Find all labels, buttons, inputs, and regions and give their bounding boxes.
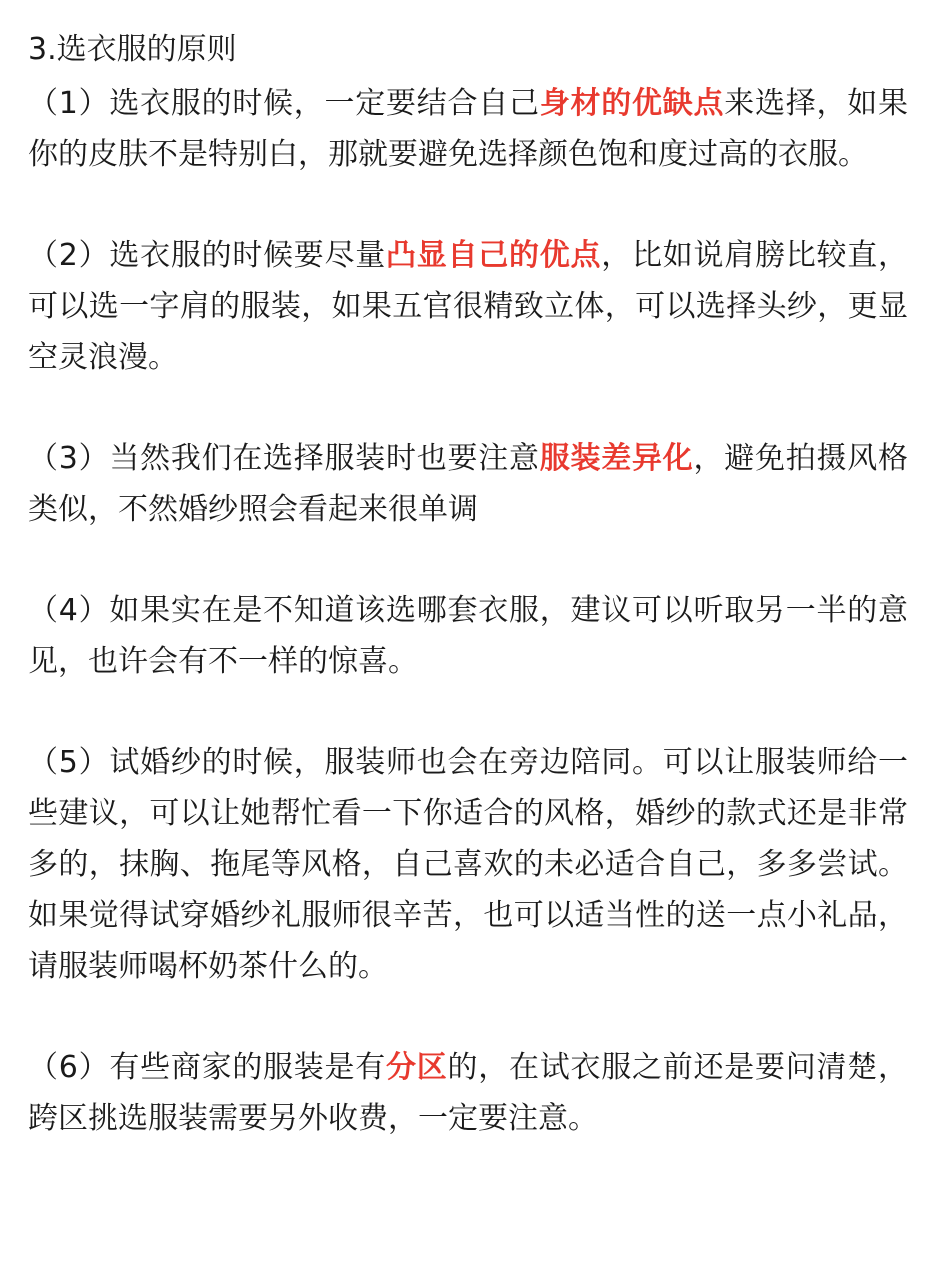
paragraph-2-text: （2）选衣服的时候要尽量 [28,238,387,273]
paragraph-3-text: （3）当然我们在选择服装时也要注意 [28,441,540,476]
paragraph-3 [28,433,908,535]
paragraph-6-text: （6）有些商家的服装是有 [28,1050,387,1085]
paragraph-1-text: （1）选衣服的时候，一定要结合自己 [28,86,540,121]
paragraph-4-text: （4）如果实在是不知道该选哪套衣服，建议可以听取另一半的意见，也许会有不一样的惊喜。 [28,593,908,679]
paragraph-6-highlight: 分区 [386,1050,448,1085]
paragraph-2-highlight: 凸显自己的优点 [386,238,602,273]
paragraph-4 [28,585,908,687]
paragraph-6 [28,1042,908,1144]
section-title: 3.选衣服的原则 [28,32,237,67]
paragraph-5 [28,737,908,992]
paragraph-1-text-after: 来选择，如果你的皮肤不是特别白，那就要避免选择颜色饱和度过高的衣服。 [28,86,908,172]
paragraph-3-text-after: ，避免拍摄风格类似，不然婚纱照会看起来很单调 [28,441,908,527]
paragraph-2-text-after: ，比如说肩膀比较直，可以选一字肩的服装，如果五官很精致立体，可以选择头纱，更显空灵浪漫。 [28,238,909,375]
article [28,28,908,1194]
paragraph-1-highlight: 身材的优缺点 [539,86,725,121]
paragraph-6-text-after: 的，在试衣服之前还是要问清楚，跨区挑选服装需要另外收费，一定要注意。 [28,1050,908,1136]
paragraph-3-highlight: 服装差异化 [539,441,694,476]
paragraph-1 [28,78,908,180]
paragraph-2 [28,230,908,383]
paragraph-5-text: （5）试婚纱的时候，服装师也会在旁边陪同。可以让服装师给一些建议，可以让她帮忙看一下你适合的风格，婚纱的款式还是非常多的，抹胸、拖尾等风格，自己喜欢的未必适合自己，多多尝试。如果觉得试穿婚纱礼服师很辛苦，也可以适当性的送一点小礼品，请服装师喝杯奶茶什么的。 [28,745,908,984]
